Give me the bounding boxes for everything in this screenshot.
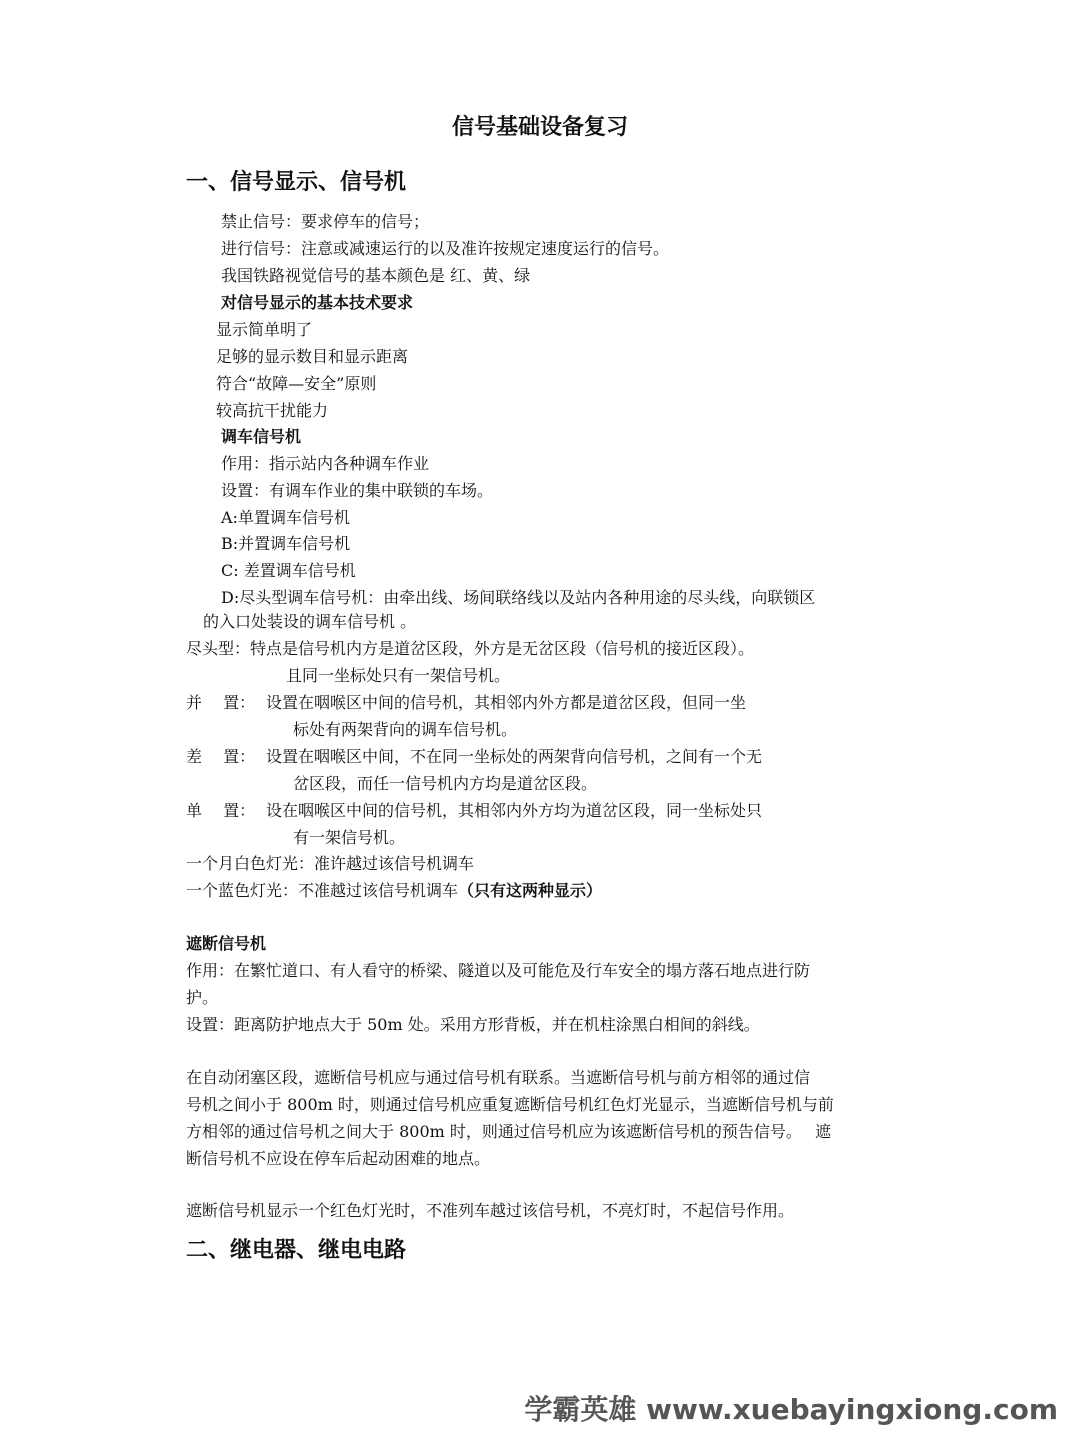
document-title: 信号基础设备复习 xyxy=(451,115,628,140)
auto-block-paragraph-line: 号机之间小于 800m 时，则通过信号机应重复遮断信号机红色灯光显示，当遮断信号机与前 xyxy=(186,1095,834,1114)
staggered-line2: 岔区段，而任一信号机内方均是道岔区段。 xyxy=(293,774,598,793)
parallel-line1: 设置在咽喉区中间的信号机，其相邻内外方都是道岔区段，但同一坐 xyxy=(266,693,747,712)
shunting-function: 作用：指示站内各种调车作业 xyxy=(221,454,430,473)
dead-end-line2: 且同一坐标处只有一架信号机。 xyxy=(286,666,511,685)
requirements-heading: 对信号显示的基本技术要求 xyxy=(221,293,414,312)
auto-block-paragraph-line: 断信号机不应设在停车后起动困难的地点。 xyxy=(186,1149,491,1168)
blue-light-note: （只有这两种显示） xyxy=(458,881,603,900)
blue-light-aspect xyxy=(186,880,602,902)
shunting-type-d-line1: D:尽头型调车信号机：由牵出线、场间联络线以及站内各种用途的尽头线，向联锁区 xyxy=(221,588,816,607)
shunting-type-d-line2: 的入口处装设的调车信号机 。 xyxy=(203,612,417,631)
obstruction-signal-heading: 遮断信号机 xyxy=(186,934,267,953)
section-2-heading: 二、继电器、继电电路 xyxy=(186,1238,407,1263)
blue-light-text: 一个蓝色灯光：不准越过该信号机调车 xyxy=(186,881,459,900)
signal-colors: 我国铁路视觉信号的基本颜色是 红、黄、绿 xyxy=(221,266,531,285)
single-line2: 有一架信号机。 xyxy=(293,828,406,847)
parallel-line2: 标处有两架背向的调车信号机。 xyxy=(293,720,518,739)
shunting-type: B:并置调车信号机 xyxy=(221,534,351,553)
staggered-line1: 设置在咽喉区中间，不在同一坐标处的两架背向信号机，之间有一个无 xyxy=(266,747,763,766)
proceed-signal-definition: 进行信号：注意或减速运行的以及准许按规定速度运行的信号。 xyxy=(221,239,670,258)
site-watermark: 学霸英雄 www.xuebayingxiong.com xyxy=(524,1393,1058,1426)
shunting-type: A:单置调车信号机 xyxy=(221,508,350,527)
shunting-signal-heading: 调车信号机 xyxy=(221,427,302,446)
stop-signal-definition: 禁止信号：要求停车的信号； xyxy=(221,212,430,231)
requirement-item: 符合“故障—安全”原则 xyxy=(216,374,377,393)
section-1-heading: 一、信号显示、信号机 xyxy=(186,170,407,195)
obstruction-function-line1: 作用：在繁忙道口、有人看守的桥梁、隧道以及可能危及行车安全的塌方落石地点进行防 xyxy=(186,961,811,980)
auto-block-paragraph-line: 在自动闭塞区段，遮断信号机应与通过信号机有联系。当遮断信号机与前方相邻的通过信 xyxy=(186,1068,811,1087)
obstruction-setting: 设置：距离防护地点大于 50m 处。采用方形背板，并在机柱涂黑白相间的斜线。 xyxy=(186,1015,760,1034)
shunting-type: C: 差置调车信号机 xyxy=(221,561,356,580)
single-label: 单 置： xyxy=(186,801,256,820)
parallel-label: 并 置： xyxy=(186,693,256,712)
dead-end-line1: 尽头型：特点是信号机内方是道岔区段，外方是无岔区段（信号机的接近区段）。 xyxy=(186,639,755,658)
staggered-label: 差 置： xyxy=(186,747,256,766)
red-light-rule: 遮断信号机显示一个红色灯光时，不准列车越过该信号机，不亮灯时，不起信号作用。 xyxy=(186,1201,795,1220)
white-light-aspect: 一个月白色灯光：准许越过该信号机调车 xyxy=(186,854,475,873)
auto-block-paragraph-line: 方相邻的通过信号机之间大于 800m 时，则通过信号机应为该遮断信号机的预告信号。 遮 xyxy=(186,1122,831,1141)
shunting-setting: 设置：有调车作业的集中联锁的车场。 xyxy=(221,481,494,500)
obstruction-function-line2: 护。 xyxy=(186,988,219,1007)
requirement-item: 较高抗干扰能力 xyxy=(216,401,329,420)
requirement-item: 显示简单明了 xyxy=(216,320,313,339)
requirement-item: 足够的显示数目和显示距离 xyxy=(216,347,409,366)
single-line1: 设在咽喉区中间的信号机，其相邻内外方均为道岔区段，同一坐标处只 xyxy=(266,801,763,820)
